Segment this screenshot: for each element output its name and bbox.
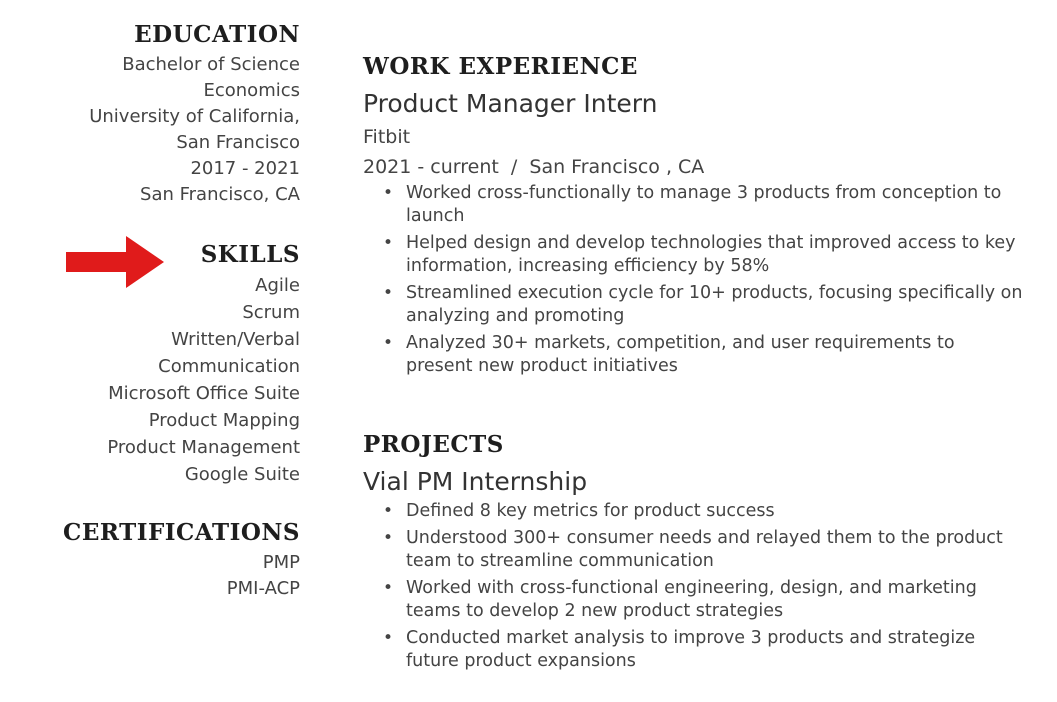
bullet-text: Analyzed 30+ markets, competition, and user requirements to present new product initiatives	[406, 333, 955, 376]
bullet-icon: •	[383, 233, 394, 253]
education-section	[20, 18, 300, 208]
bullet-text: Conducted market analysis to improve 3 products and strategize future product expansions	[406, 628, 976, 671]
work-experience-heading: WORK EXPERIENCE	[363, 53, 638, 80]
education-degree: Bachelor of Science	[122, 54, 300, 75]
bullet-text: Understood 300+ consumer needs and relayed them to the product team to streamline communication	[406, 528, 1003, 571]
red-right-arrow-icon	[66, 234, 166, 290]
job-title: Product Manager Intern	[363, 89, 658, 118]
skill-item: Communication	[158, 356, 300, 377]
education-heading: EDUCATION	[134, 21, 300, 48]
skills-heading: SKILLS	[200, 241, 300, 268]
certifications-section	[20, 516, 300, 602]
project-title: Vial PM Internship	[363, 467, 588, 496]
job-dates-location: 2021 - current / San Francisco , CA	[363, 156, 705, 178]
skill-item: Microsoft Office Suite	[108, 383, 300, 404]
company-name: Fitbit	[363, 126, 411, 148]
skill-item: Written/Verbal	[171, 329, 300, 350]
bullet-text: Helped design and develop technologies that improved access to key information, increasing efficiency by 58%	[406, 233, 1016, 276]
education-location: San Francisco, CA	[140, 184, 300, 205]
bullet-icon: •	[383, 628, 394, 648]
bullet-icon: •	[383, 183, 394, 203]
education-school: University of California,	[89, 106, 300, 127]
projects-section	[363, 426, 1023, 673]
bullet-icon: •	[383, 528, 394, 548]
skill-item: Agile	[255, 275, 300, 296]
bullet-icon: •	[383, 501, 394, 521]
right-column	[363, 48, 1023, 677]
list-item	[363, 577, 1023, 623]
list-item	[363, 182, 1023, 228]
list-item	[363, 527, 1023, 573]
bullet-icon: •	[383, 283, 394, 303]
list-item	[363, 332, 1023, 378]
education-dates: 2017 - 2021	[190, 158, 300, 179]
education-school-campus: San Francisco	[176, 132, 300, 153]
bullet-text: Defined 8 key metrics for product success	[406, 501, 775, 521]
skill-item: Product Management	[107, 437, 300, 458]
list-item	[363, 282, 1023, 328]
bullet-icon: •	[383, 578, 394, 598]
certification-item: PMI-ACP	[226, 578, 300, 599]
work-experience-section	[363, 48, 1023, 378]
bullet-text: Worked with cross-functional engineering, design, and marketing teams to develop 2 new product strategies	[406, 578, 977, 621]
skill-item: Product Mapping	[148, 410, 300, 431]
certification-item: PMP	[262, 552, 300, 573]
bullet-text: Streamlined execution cycle for 10+ products, focusing specifically on analyzing and promoting	[406, 283, 1023, 326]
work-bullet-list	[363, 182, 1023, 378]
education-major: Economics	[203, 80, 300, 101]
list-item	[363, 500, 1023, 523]
projects-heading: PROJECTS	[363, 431, 504, 458]
project-bullet-list	[363, 500, 1023, 673]
skill-item: Scrum	[242, 302, 300, 323]
left-column	[20, 18, 300, 602]
bullet-text: Worked cross-functionally to manage 3 products from conception to launch	[406, 183, 1002, 226]
bullet-icon: •	[383, 333, 394, 353]
list-item	[363, 627, 1023, 673]
list-item	[363, 232, 1023, 278]
skill-item: Google Suite	[184, 464, 300, 485]
certifications-heading: CERTIFICATIONS	[63, 519, 300, 546]
